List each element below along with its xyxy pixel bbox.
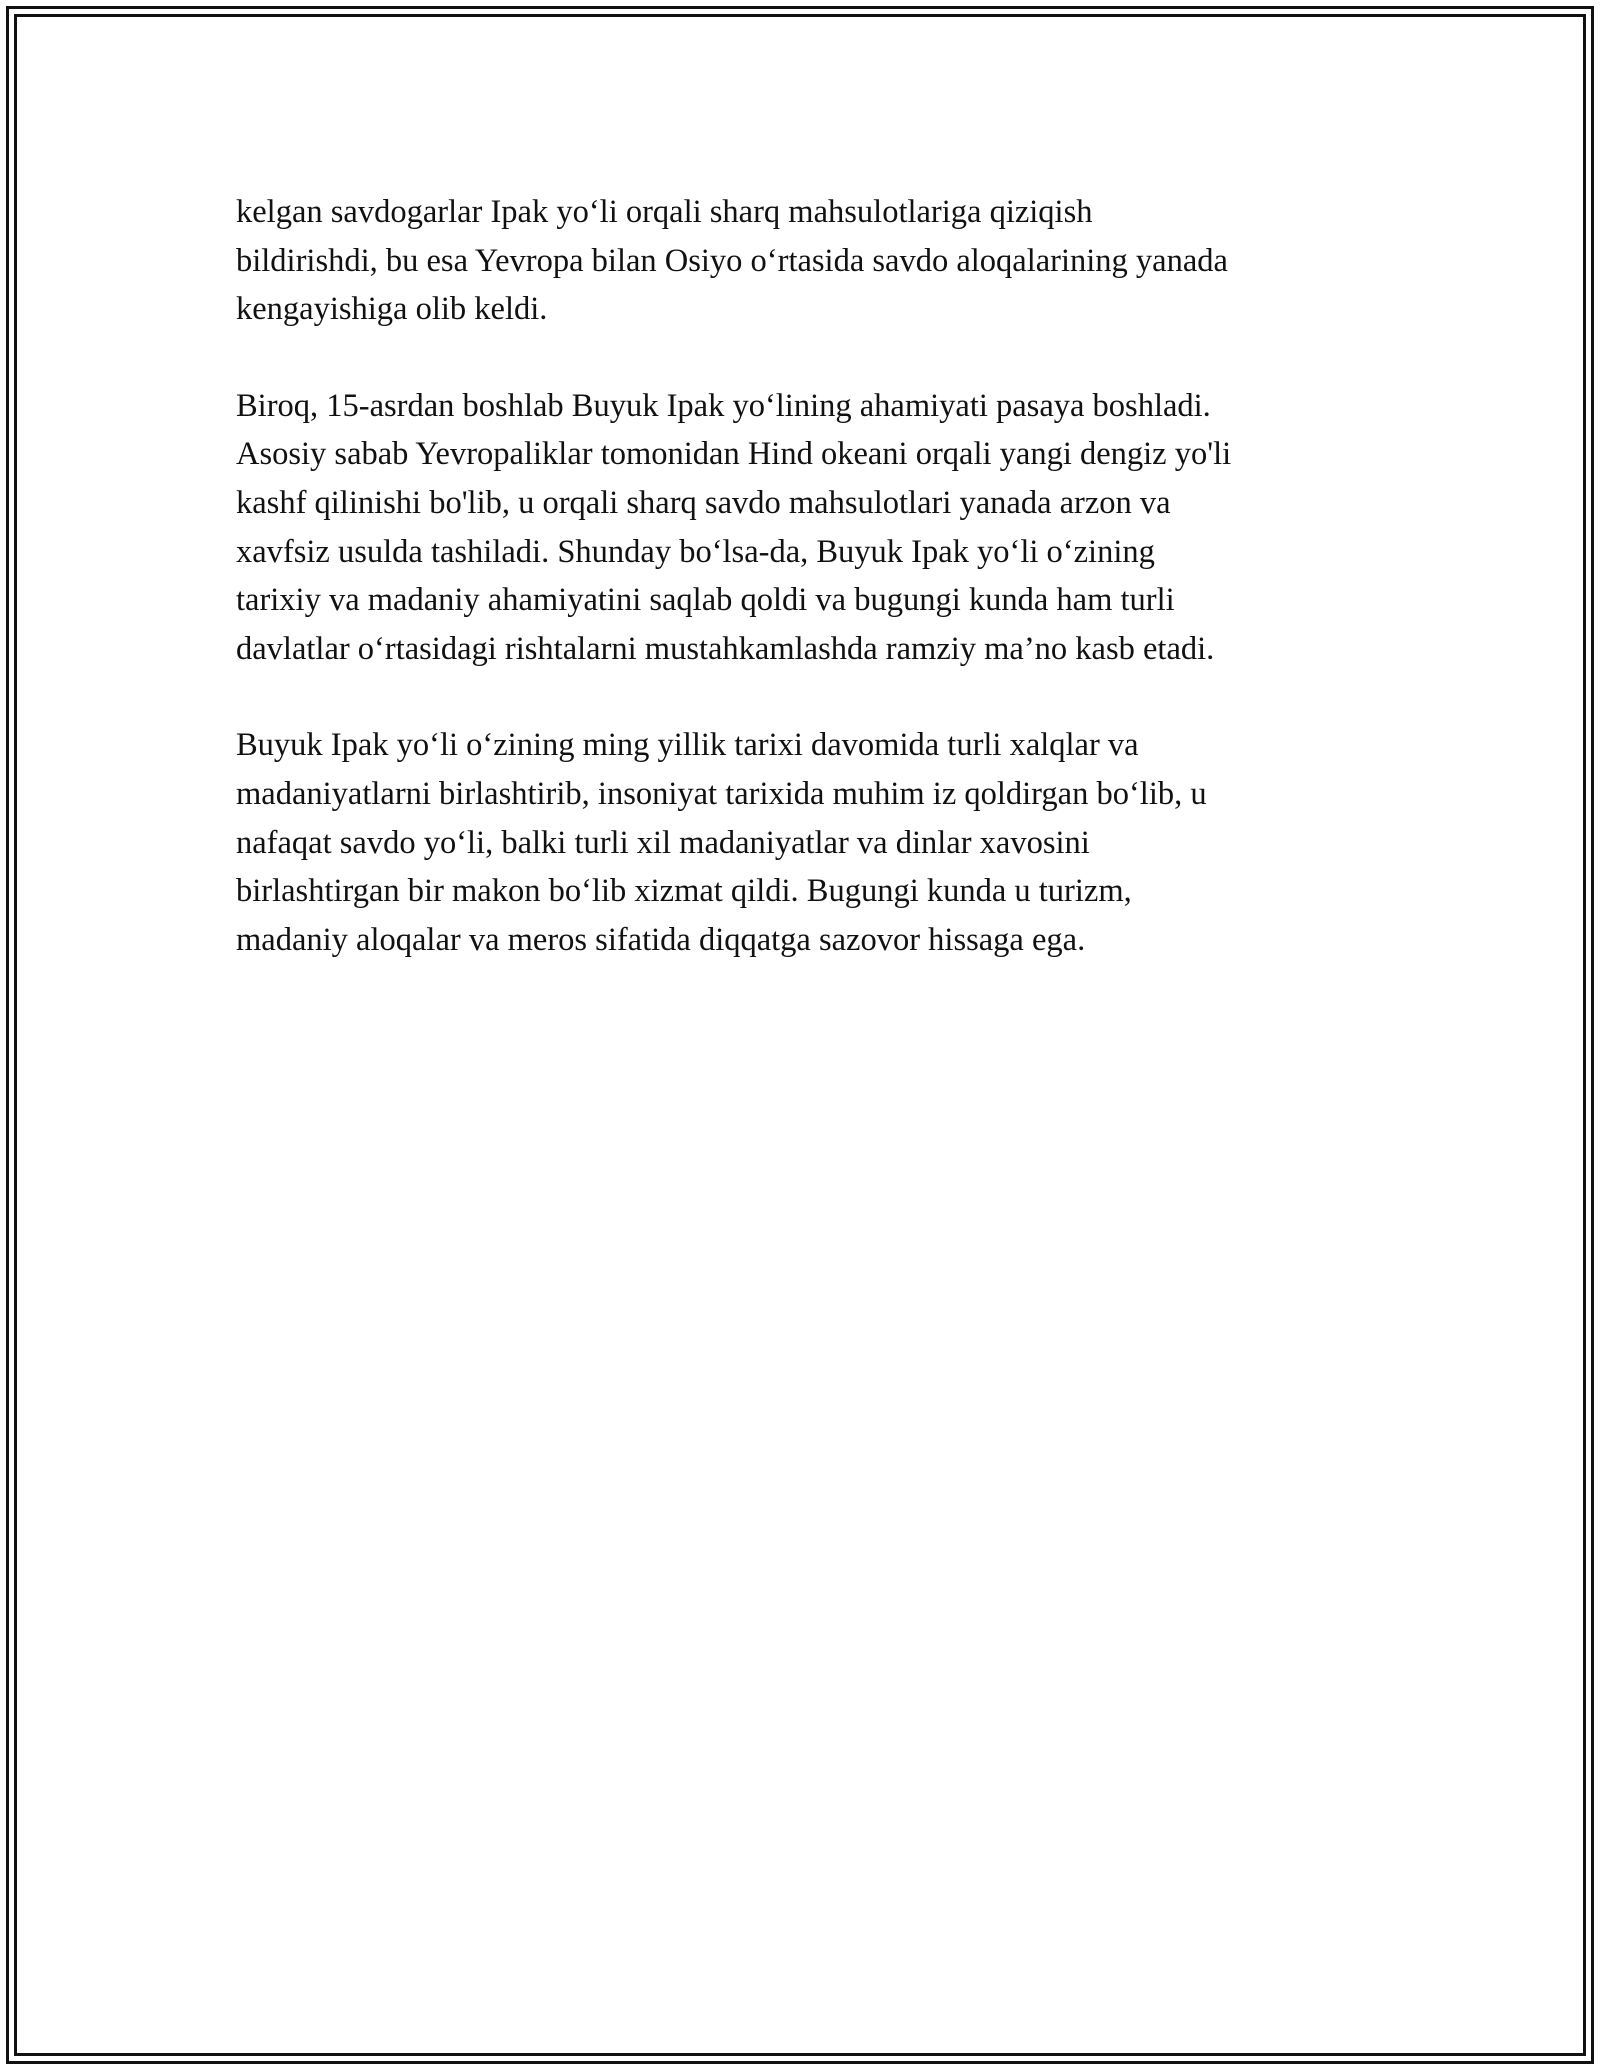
- text-line: birlashtirgan bir makon boʻlib xizmat qildi. Bugungi kunda u turizm,: [236, 873, 1132, 910]
- text-line: kashf qilinishi bo'lib, u orqali sharq savdo mahsulotlari yanada arzon va: [236, 484, 1171, 521]
- text-line: nafaqat savdo yoʻli, balki turli xil madaniyatlar va dinlar xavosini: [236, 824, 1090, 861]
- paragraph-2: [236, 382, 1396, 674]
- text-line: madaniyatlarni birlashtirib, insoniyat tarixida muhim iz qoldirgan boʻlib, u: [236, 775, 1207, 812]
- text-line: Asosiy sabab Yevropaliklar tomonidan Hind okeani orqali yangi dengiz yo'li: [236, 436, 1232, 473]
- text-line: kelgan savdogarlar Ipak yoʻli orqali sharq mahsulotlariga qiziqish: [236, 194, 1093, 230]
- text-line: tarixiy va madaniy ahamiyatini saqlab qoldi va bugungi kunda ham turli: [236, 582, 1175, 619]
- paragraph-1: [236, 188, 1396, 334]
- text-line: kengayishiga olib keldi.: [236, 291, 548, 328]
- text-line: Buyuk Ipak yoʻli oʻzining ming yillik tarixi davomida turli xalqlar va: [236, 727, 1139, 764]
- text-line: bildirishdi, bu esa Yevropa bilan Osiyo oʻrtasida savdo aloqalarining yanada: [236, 242, 1228, 279]
- paragraph-3: [236, 721, 1396, 964]
- text-line: Biroq, 15-asrdan boshlab Buyuk Ipak yoʻlining ahamiyati pasaya boshladi.: [236, 387, 1211, 424]
- document-body: [236, 188, 1396, 964]
- text-line: davlatlar oʻrtasidagi rishtalarni mustahkamlashda ramziy ma’no kasb etadi.: [236, 630, 1215, 667]
- text-line: xavfsiz usulda tashiladi. Shunday boʻlsa-da, Buyuk Ipak yoʻli oʻzining: [236, 533, 1155, 570]
- text-line: madaniy aloqalar va meros sifatida diqqatga sazovor hissaga ega.: [236, 921, 1086, 958]
